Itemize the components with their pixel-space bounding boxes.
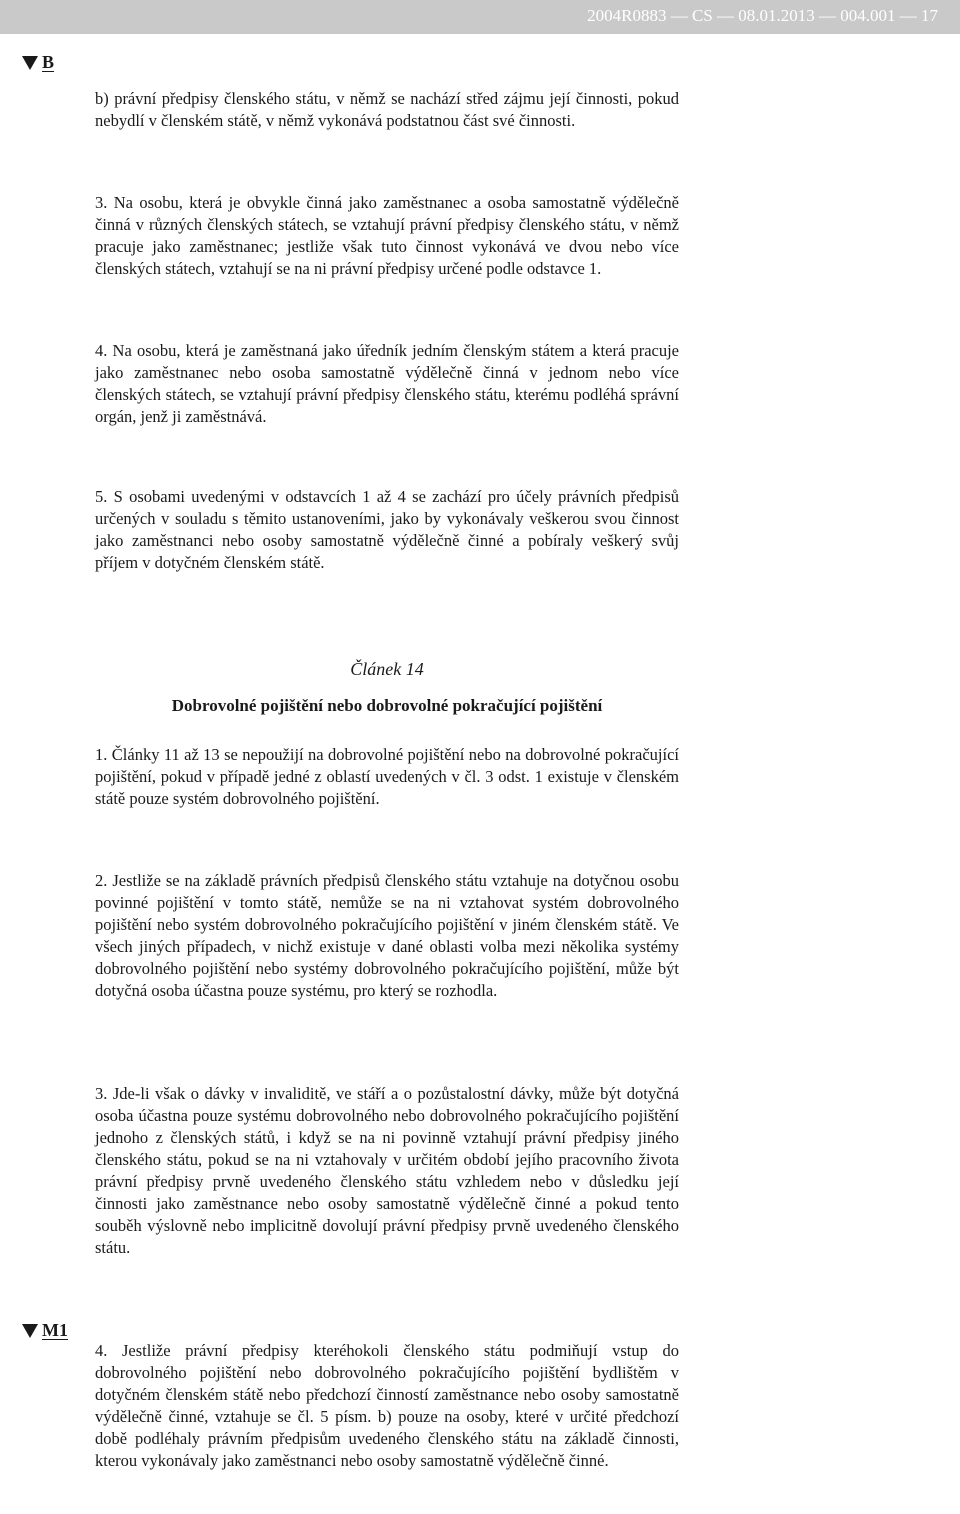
article-paragraph-1: 1. Články 11 až 13 se nepoužijí na dobrovolné pojištění nebo na dobrovolné pokračující pojištění, pokud v případě jedné z oblastí uvedených v čl. 3 odst. 1 existuje v členském státě pouze systém dobrovolného pojištění. (95, 745, 679, 808)
article-subtitle: Dobrovolné pojištění nebo dobrovolné pokračující pojištění (171, 696, 603, 715)
paragraph-3: 3. Na osobu, která je obvykle činná jako zaměstnanec a osoba samostatně výdělečně činná v různých členských státech, se vztahují právní předpisy členského státu, v němž pracuje jako zaměstnanec; jestliže však tuto činnost vykonává ve dvou nebo více členských státech, vztahují se na ni právní předpisy určené podle odstavce 1. (95, 193, 679, 278)
article-paragraph-2: 2. Jestliže se na základě právních předpisů členského státu vztahuje na dotyčnou osobu povinné pojištění v tomto státě, nemůže se na ni vztahovat systém dobrovolného pojištění nebo systém dobrovolného pokračujícího pojištění v jiném členském státě. Ve všech jiných případech, v nichž existuje v dané oblasti volba mezi několika systémy dobrovolného pojištění nebo systémy dobrovolného pokračujícího pojištění, může být dotyčná osoba účastna pouze systému, pro který se rozhodla. (95, 871, 679, 1000)
paragraph-b: b) právní předpisy členského státu, v němž se nachází střed zájmu její činnosti, pokud nebydlí v členském státě, v němž vykonává podstatnou část své činnosti. (95, 89, 679, 130)
amendment-marker-b (22, 52, 54, 73)
header-reference: 2004R0883 — CS — 08.01.2013 — 004.001 — 17 (587, 6, 938, 25)
triangle-down-icon (22, 1324, 38, 1338)
page-header (0, 0, 960, 34)
article-paragraph-4: 4. Jestliže právní předpisy kteréhokoli členského státu podmiňují vstup do dobrovolného pojištění nebo dobrovolného pokračujícího pojištění bydlištěm v dotyčném členském státě nebo předchozí činností zaměstnance nebo osoby samostatně výdělečně činné, vztahuje se čl. 5 písm. b) pouze na osoby, které v určité předchozí době podléhaly právním předpisům uvedeného členského státu na základě činnosti, kterou vykonávaly jako zaměstnanci nebo osoby samostatně výdělečně činné. (95, 1341, 679, 1470)
article-title: Článek 14 (350, 659, 424, 679)
marker-label: B (42, 52, 55, 72)
triangle-down-icon (22, 56, 38, 70)
amendment-marker-m1 (22, 1320, 68, 1341)
article-paragraph-3: 3. Jde-li však o dávky v invaliditě, ve stáří a o pozůstalostní dávky, může být dotyčná osoba účastna pouze systému dobrovolného nebo dobrovolného pokračujícího pojištění jednoho z členských států, i když se na ni povinně vztahují právní předpisy jiného členského státu, pokud se na ni vztahovaly v určitém období jejího pracovního života právní předpisy prvně uvedeného členského státu vzhledem nebo v důsledku její činnosti jako zaměstnance nebo osoby samostatně výdělečně činné a pokud tento souběh výslovně nebo implicitně dovolují právní předpisy prvně uvedeného členského státu. (95, 1084, 679, 1257)
paragraph-4: 4. Na osobu, která je zaměstnaná jako úředník jedním členským státem a která pracuje jako zaměstnanec nebo osoba samostatně výdělečně činná v jednom nebo více členských státech, se vztahují právní předpisy členského státu, kterému podléhá správní orgán, jenž ji zaměstnává. (95, 341, 679, 426)
marker-label: M1 (42, 1320, 68, 1340)
paragraph-5: 5. S osobami uvedenými v odstavcích 1 až 4 se zachází pro účely právních předpisů určených v souladu s těmito ustanoveními, jako by vykonávaly veškerou svou činnost jako zaměstnanci nebo osoby samostatně výdělečně činné a pobíraly veškerý svůj příjem v dotyčném členském státě. (95, 487, 679, 572)
